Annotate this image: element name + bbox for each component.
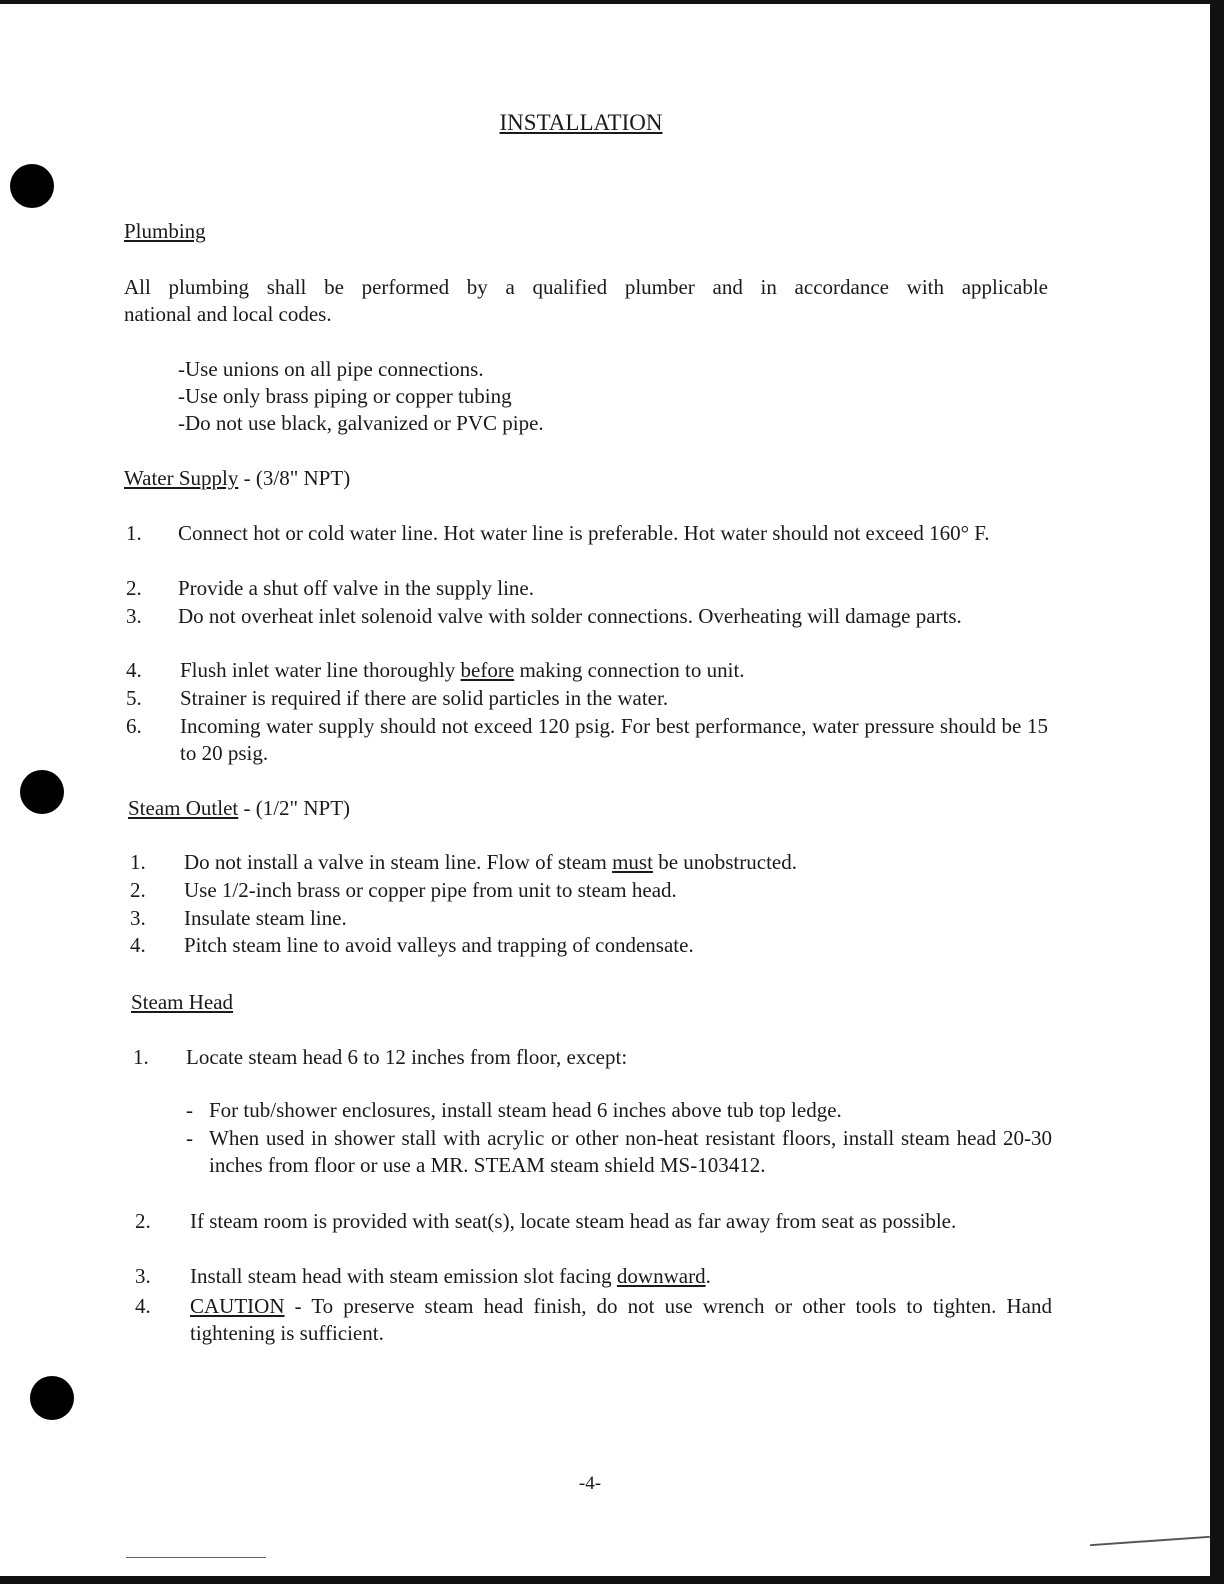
plumbing-intro	[124, 274, 1048, 328]
steam-outlet-item: 2. Use 1/2-inch brass or copper pipe from unit to steam head.	[130, 878, 677, 902]
plumbing-heading: Plumbing	[124, 219, 206, 243]
steam-head-sub-item: - When used in shower stall with acrylic or other non-heat resistant floors, install steam head 20-30 inches from floor or use a MR. STEAM steam shield MS-103412.	[186, 1126, 1052, 1177]
steam-head-heading: Steam Head	[131, 990, 234, 1014]
plumbing-bullet: -Use unions on all pipe connections.	[178, 357, 484, 381]
scan-right-edge	[1210, 0, 1224, 1584]
steam-outlet-item: 4. Pitch steam line to avoid valleys and trapping of condensate.	[130, 933, 694, 957]
steam-outlet-item: 3. Insulate steam line.	[130, 906, 347, 930]
water-supply-item: 1. Connect hot or cold water line. Hot water line is preferable. Hot water should not exceed 160° F.	[126, 521, 990, 545]
water-supply-item: 2. Provide a shut off valve in the supply line.	[126, 576, 534, 600]
steam-head-sub-item: - For tub/shower enclosures, install steam head 6 inches above tub top ledge.	[186, 1098, 842, 1122]
scan-top-edge	[0, 0, 1224, 4]
page-title: INSTALLATION	[499, 110, 663, 135]
plumbing-intro-line1: All plumbing shall be performed by a qualified plumber and in accordance with applicable	[124, 275, 1048, 299]
steam-head-item: 1. Locate steam head 6 to 12 inches from floor, except:	[133, 1045, 628, 1069]
water-supply-item: 6. Incoming water supply should not exceed 120 psig. For best performance, water pressure should be 15 to 20 psig.	[126, 714, 1048, 765]
plumbing-bullet: -Use only brass piping or copper tubing	[178, 384, 512, 408]
water-supply-item: 4. Flush inlet water line thoroughly before making connection to unit.	[126, 658, 745, 682]
scan-mark-scribble	[1090, 1536, 1210, 1546]
page-number: -4-	[578, 1473, 602, 1494]
steam-head-item: 3. Install steam head with steam emission slot facing downward.	[135, 1264, 711, 1288]
water-supply-item: 3. Do not overheat inlet solenoid valve with solder connections. Overheating will damage parts.	[126, 604, 962, 628]
scan-mark-line	[126, 1557, 266, 1558]
steam-head-item: 2. If steam room is provided with seat(s), locate steam head as far away from seat as possible.	[135, 1209, 957, 1233]
binder-hole-bottom	[30, 1376, 74, 1420]
scan-bottom-edge	[0, 1576, 1224, 1584]
plumbing-bullet: -Do not use black, galvanized or PVC pipe.	[178, 411, 544, 435]
water-supply-item: 5. Strainer is required if there are solid particles in the water.	[126, 686, 669, 710]
plumbing-bullet-list	[178, 356, 544, 437]
water-supply-heading: Water Supply - (3/8" NPT)	[124, 466, 351, 490]
binder-hole-top	[10, 164, 54, 208]
plumbing-intro-line2: national and local codes.	[124, 302, 332, 326]
binder-hole-middle	[20, 770, 64, 814]
steam-outlet-heading: Steam Outlet - (1/2" NPT)	[128, 796, 351, 820]
steam-head-item: 4. CAUTION - To preserve steam head finish, do not use wrench or other tools to tighten. Hand tightening is sufficient.	[135, 1294, 1052, 1345]
steam-outlet-item: 1. Do not install a valve in steam line. Flow of steam must be unobstructed.	[130, 850, 797, 874]
